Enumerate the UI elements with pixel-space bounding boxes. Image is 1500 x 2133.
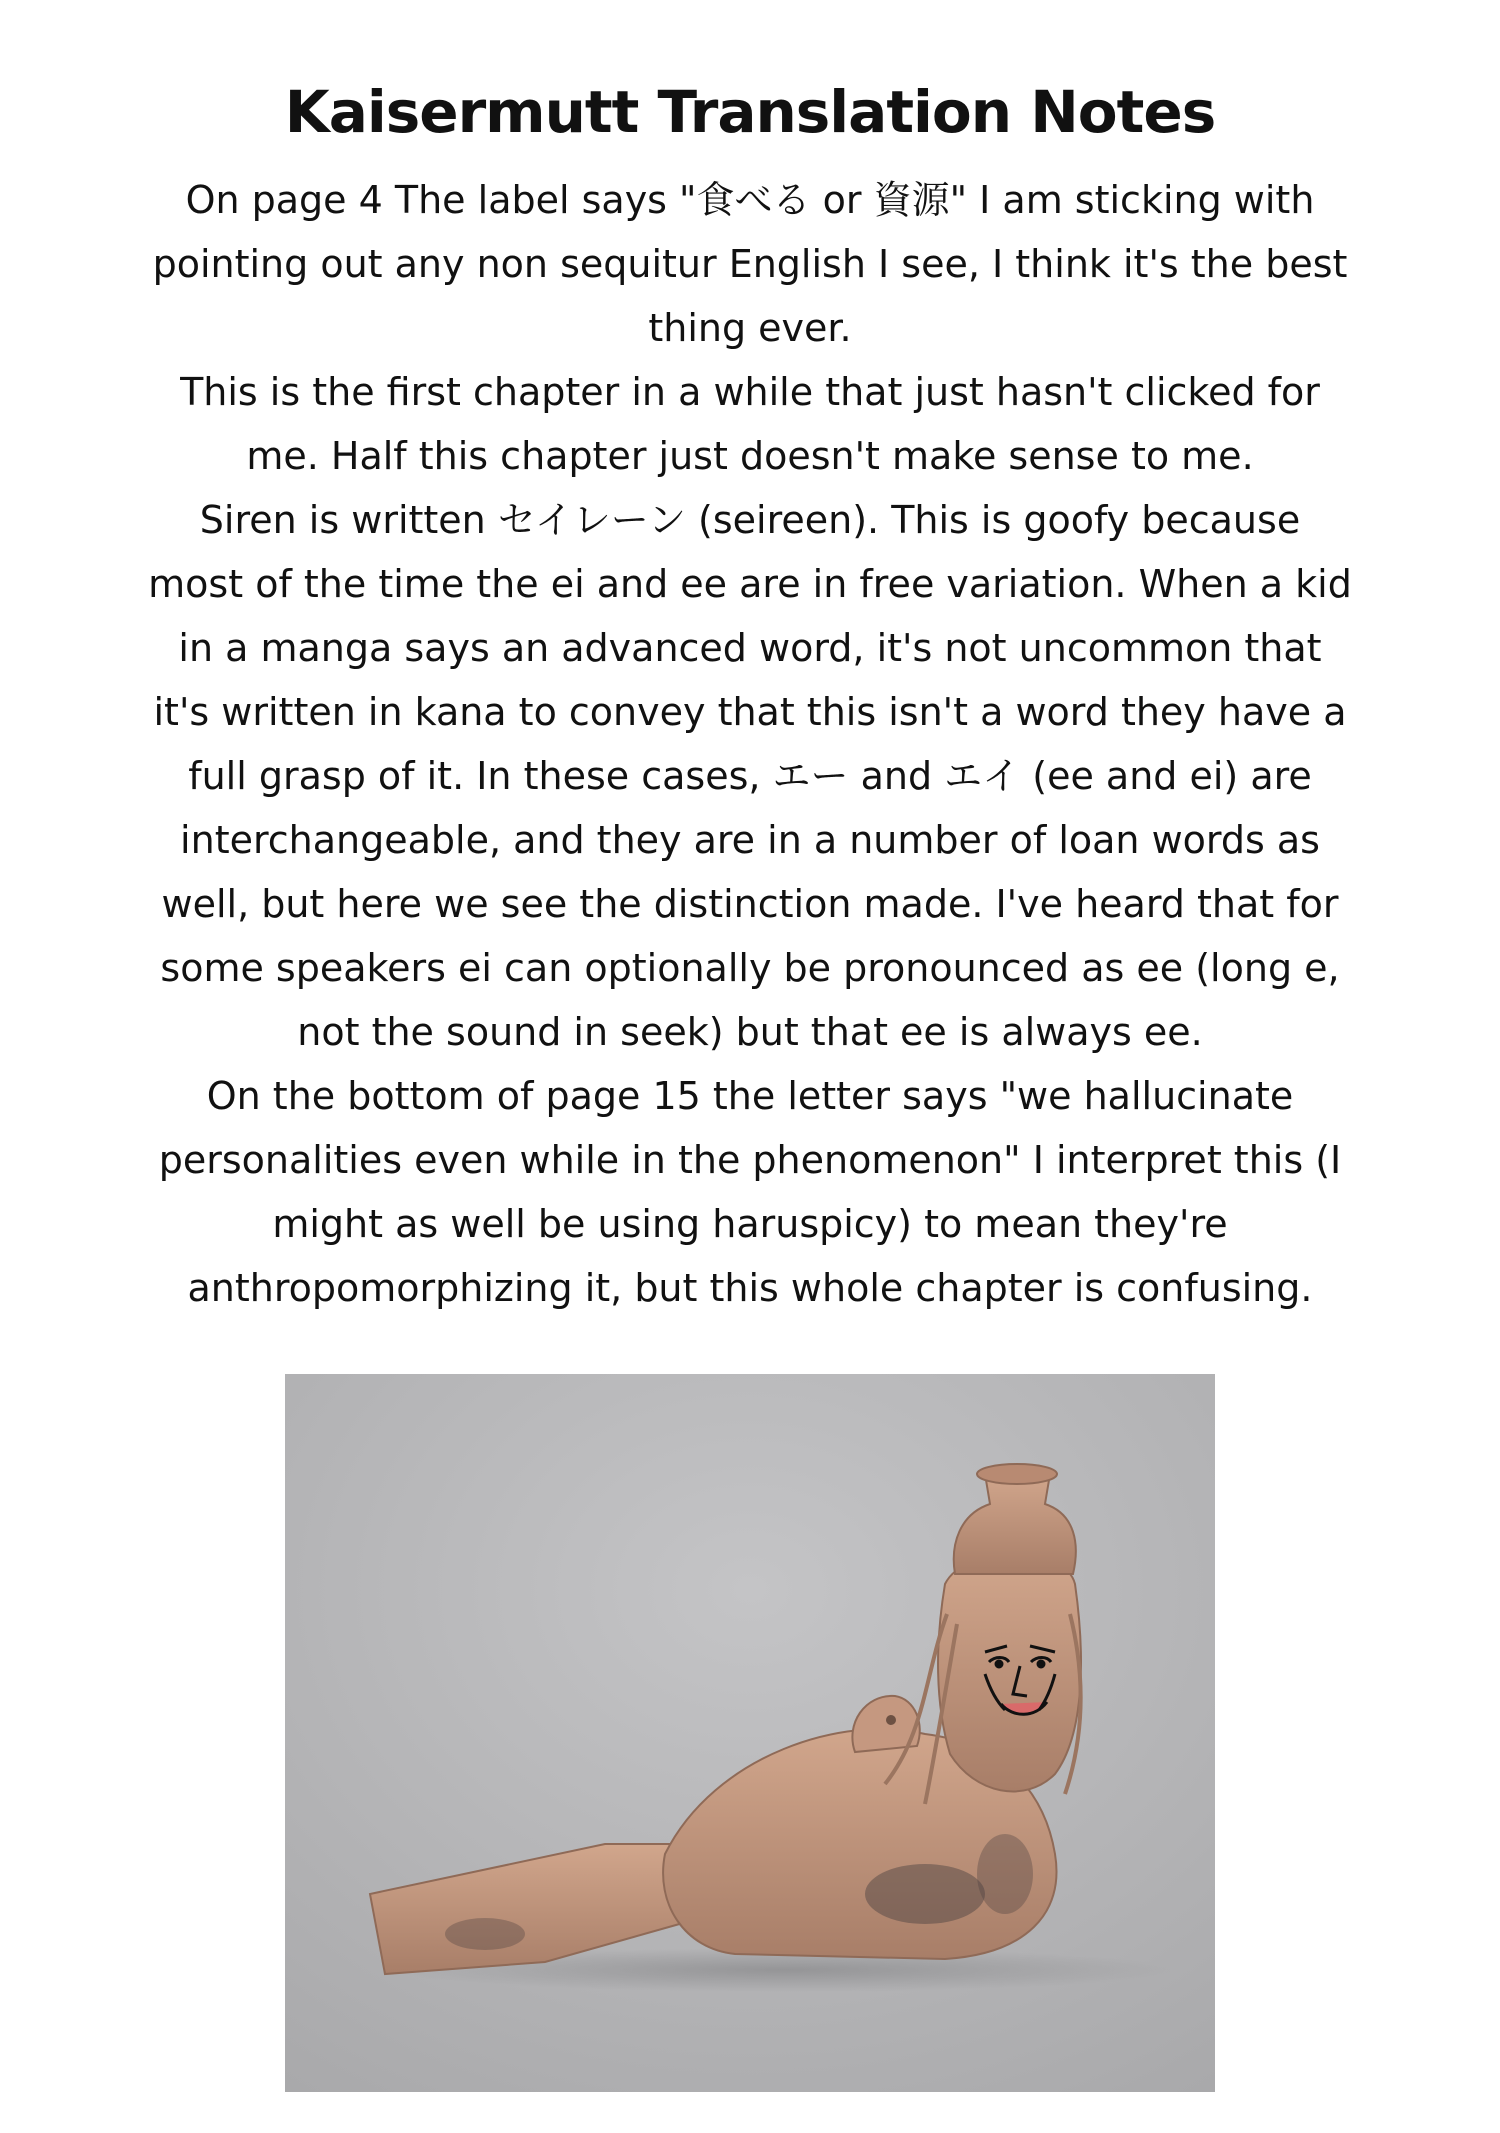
notes-line: interchangeable, and they are in a number of loan words as (180, 818, 1320, 862)
page-title: Kaisermutt Translation Notes (284, 78, 1216, 146)
notes-line: On page 4 The label says "食べる or 資源" I am sticking with (185, 178, 1315, 222)
notes-line: some speakers ei can optionally be pronounced as ee (long e, (160, 946, 1340, 990)
notes-line: personalities even while in the phenomenon" I interpret this (I (158, 1138, 1342, 1182)
notes-line: pointing out any non sequitur English I see, I think it's the best (152, 242, 1348, 286)
notes-line: On the bottom of page 15 the letter says "we hallucinate (206, 1074, 1294, 1118)
notes-body (100, 168, 1400, 1320)
notes-line: most of the time the ei and ee are in free variation. When a kid (148, 562, 1352, 606)
vessel-head (938, 1554, 1081, 1791)
notes-line: might as well be using haruspicy) to mean they're (272, 1202, 1228, 1246)
notes-line: anthropomorphizing it, but this whole chapter is confusing. (187, 1266, 1313, 1310)
notes-line: well, but here we see the distinction made. I've heard that for (161, 882, 1339, 926)
notes-line: not the sound in seek) but that ee is always ee. (297, 1010, 1203, 1054)
soot-patch (977, 1834, 1033, 1914)
notes-line: in a manga says an advanced word, it's not uncommon that (178, 626, 1322, 670)
siren-vessel-photo (285, 1374, 1215, 2092)
notes-line: full grasp of it. In these cases, エー and エイ (ee and ei) are (188, 754, 1312, 798)
soot-patch (865, 1864, 985, 1924)
spout-rim (977, 1464, 1057, 1484)
notes-line: me. Half this chapter just doesn't make sense to me. (246, 434, 1254, 478)
notes-line: it's written in kana to convey that this isn't a word they have a (153, 690, 1347, 734)
soot-patch (445, 1918, 525, 1950)
siren-vessel-illustration (285, 1374, 1215, 2092)
notes-line: thing ever. (648, 306, 852, 350)
lug-hole (886, 1715, 896, 1725)
notes-line: Siren is written セイレーン (seireen). This is goofy because (199, 498, 1301, 542)
notes-line: This is the first chapter in a while that just hasn't clicked for (180, 370, 1320, 414)
